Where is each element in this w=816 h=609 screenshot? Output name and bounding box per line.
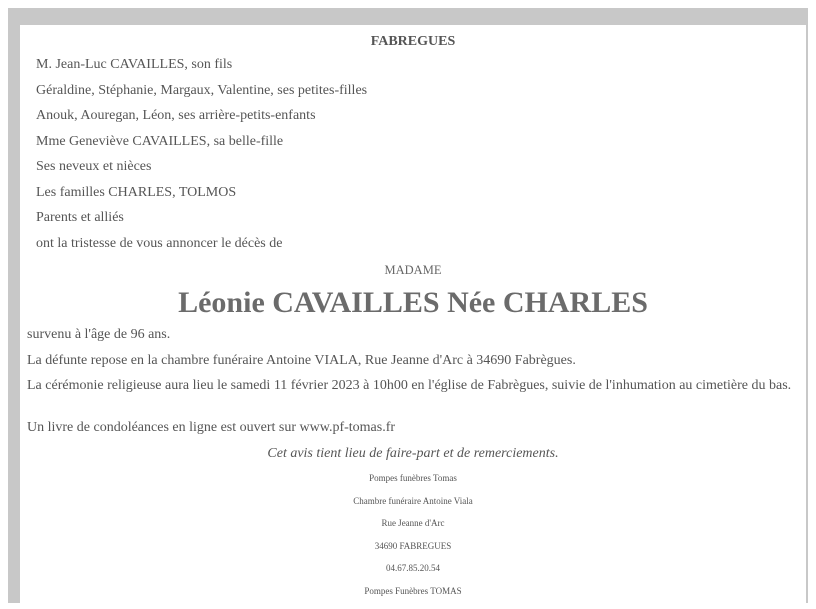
family-line: Mme Geneviève CAVAILLES, sa belle-fille — [36, 133, 284, 149]
deceased-title: MADAME — [384, 263, 442, 277]
footer-chamber: Chambre funéraire Antoine Viala — [353, 496, 473, 506]
family-line: Parents et alliés — [36, 210, 124, 225]
family-line: Géraldine, Stéphanie, Margaux, Valentine, ses petites-filles — [36, 82, 368, 98]
family-line: Ses neveux et nièces — [36, 159, 152, 174]
ceremony-text: La cérémonie religieuse aura lieu le samedi 11 février 2023 à 10h00 en l'église de Fabrègues, suivie de l'inhumation au cimetière du bas. — [27, 378, 792, 393]
thanks-text: Cet avis tient lieu de faire-part et de remerciements. — [267, 446, 559, 461]
deceased-name: Léonie CAVAILLES Née CHARLES — [178, 286, 648, 319]
family-list — [36, 57, 367, 261]
family-line: M. Jean-Luc CAVAILLES, son fils — [36, 57, 233, 72]
footer-company: Pompes funèbres Tomas — [369, 473, 457, 483]
notice-place: FABREGUES — [370, 34, 456, 49]
page-frame — [8, 8, 808, 603]
footer-street: Rue Jeanne d'Arc — [381, 518, 445, 528]
obituary-notice — [20, 25, 806, 608]
family-line: ont la tristesse de vous annoncer le décès de — [36, 235, 283, 251]
rest-location-text: La défunte repose en la chambre funéraire Antoine VIALA, Rue Jeanne d'Arc à 34690 Fabrègues. — [27, 353, 576, 368]
footer-signature: Pompes Funèbres TOMAS — [364, 586, 462, 596]
condolences-text: Un livre de condoléances en ligne est ouvert sur www.pf-tomas.fr — [27, 420, 396, 435]
family-line: Les familles CHARLES, TOLMOS — [36, 184, 237, 200]
footer-city: 34690 FABREGUES — [374, 541, 452, 551]
family-line: Anouk, Aouregan, Léon, ses arrière-petits-enfants — [36, 108, 316, 123]
age-text: survenu à l'âge de 96 ans. — [27, 327, 171, 342]
footer-phone: 04.67.85.20.54 — [386, 563, 440, 573]
